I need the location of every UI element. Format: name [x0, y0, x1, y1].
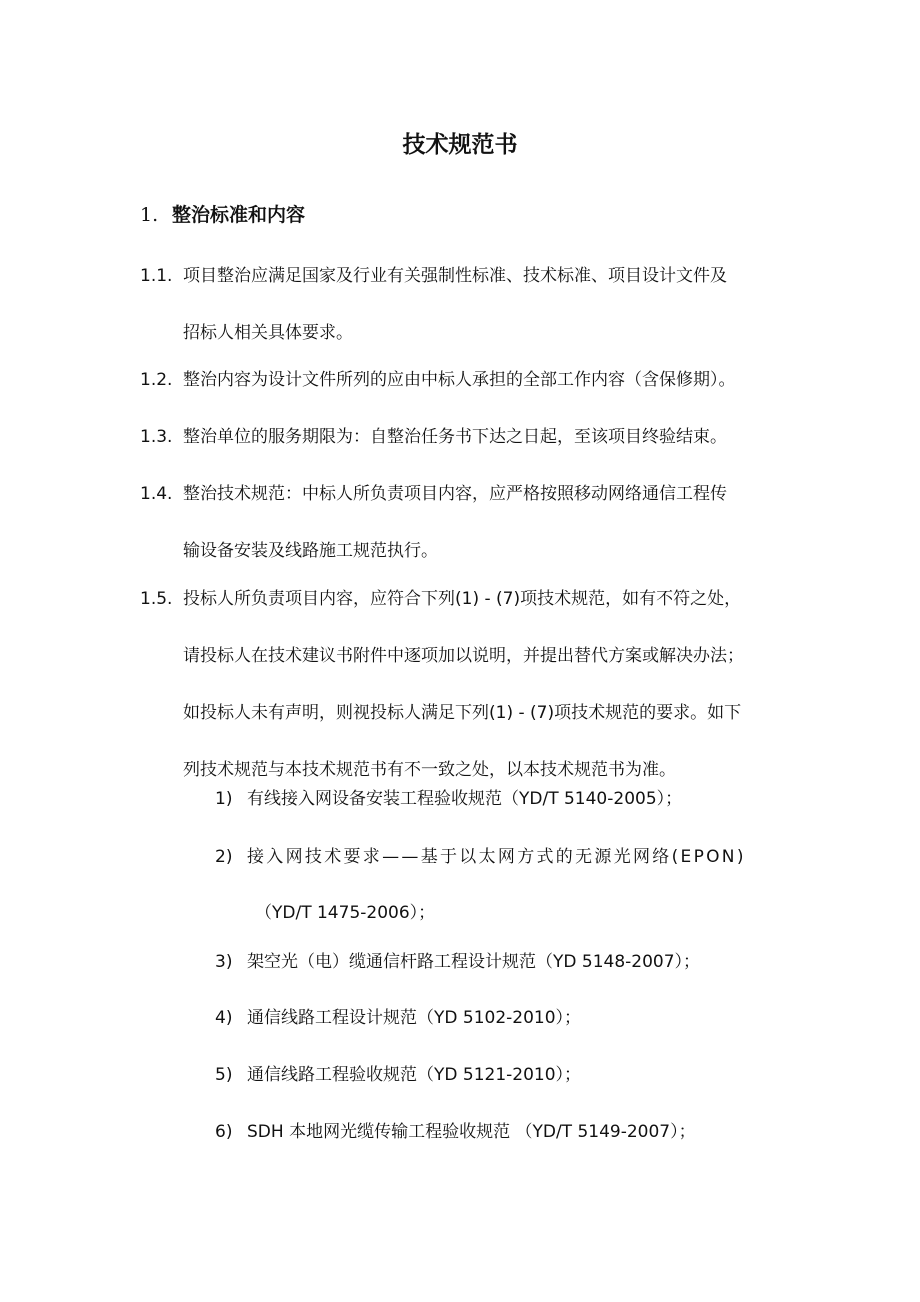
clause-text-line: 整治内容为设计文件所列的应由中标人承担的全部工作内容（含保修期）。 — [183, 370, 736, 390]
document-title: 技术规范书 — [402, 132, 518, 158]
reference-item-3 — [215, 934, 815, 990]
reference-item-5 — [215, 1047, 815, 1103]
clause-text-line: 请投标人在技术建议书附件中逐项加以说明，并提出替代方案或解决办法； — [183, 646, 744, 666]
reference-number: 1) — [215, 789, 233, 809]
reference-number: 3) — [215, 952, 233, 972]
section-title: 整治标准和内容 — [172, 204, 306, 226]
clause-number: 1.4. — [140, 484, 173, 504]
reference-text-line: （YD/T 1475-2006）； — [255, 903, 436, 923]
clause-text-line: 整治单位的服务期限为：自整治任务书下达之日起，至该项目终验结束。 — [183, 427, 727, 447]
reference-number: 6) — [215, 1122, 233, 1142]
clause-1-2 — [140, 352, 800, 409]
clause-text-line: 投标人所负责项目内容，应符合下列(1) - (7)项技术规范，如有不符之处， — [183, 589, 742, 609]
reference-text-line: 有线接入网设备安装工程验收规范（YD/T 5140-2005）； — [247, 789, 683, 809]
clause-1-5 — [140, 571, 800, 799]
clause-1-3 — [140, 409, 800, 466]
clause-text-line: 招标人相关具体要求。 — [183, 323, 353, 343]
clause-text-line: 项目整治应满足国家及行业有关强制性标准、技术标准、项目设计文件及 — [183, 266, 727, 286]
section-number: 1. — [140, 204, 159, 226]
reference-item-2 — [215, 829, 815, 941]
reference-text-line: SDH 本地网光缆传输工程验收规范 （YD/T 5149-2007）； — [247, 1122, 696, 1142]
clause-number: 1.3. — [140, 427, 173, 447]
reference-number: 4) — [215, 1008, 233, 1028]
clause-1-4 — [140, 466, 800, 580]
clause-number: 1.1. — [140, 266, 173, 286]
clause-text-line: 输设备安装及线路施工规范执行。 — [183, 541, 438, 561]
reference-text-line: 通信线路工程设计规范（YD 5102-2010）； — [247, 1008, 582, 1028]
reference-item-1 — [215, 771, 815, 827]
clause-number: 1.2. — [140, 370, 173, 390]
reference-item-4 — [215, 990, 815, 1046]
clause-1-1 — [140, 248, 800, 362]
reference-item-6 — [215, 1104, 815, 1160]
clause-text-line: 列技术规范与本技术规范书有不一致之处，以本技术规范书为准。 — [183, 760, 676, 780]
reference-number: 2) — [215, 847, 233, 867]
reference-text-line: 通信线路工程验收规范（YD 5121-2010）； — [247, 1065, 582, 1085]
clause-text-line: 整治技术规范：中标人所负责项目内容，应严格按照移动网络通信工程传 — [183, 484, 727, 504]
reference-text-line: 接入网技术要求——基于以太网方式的无源光网络(EPON) — [247, 847, 746, 867]
clause-number: 1.5. — [140, 589, 173, 609]
reference-number: 5) — [215, 1065, 233, 1085]
section-heading — [140, 197, 305, 233]
clause-text-line: 如投标人未有声明，则视投标人满足下列(1) - (7)项技术规范的要求。如下 — [183, 703, 742, 723]
reference-text-line: 架空光（电）缆通信杆路工程设计规范（YD 5148-2007）； — [247, 952, 701, 972]
